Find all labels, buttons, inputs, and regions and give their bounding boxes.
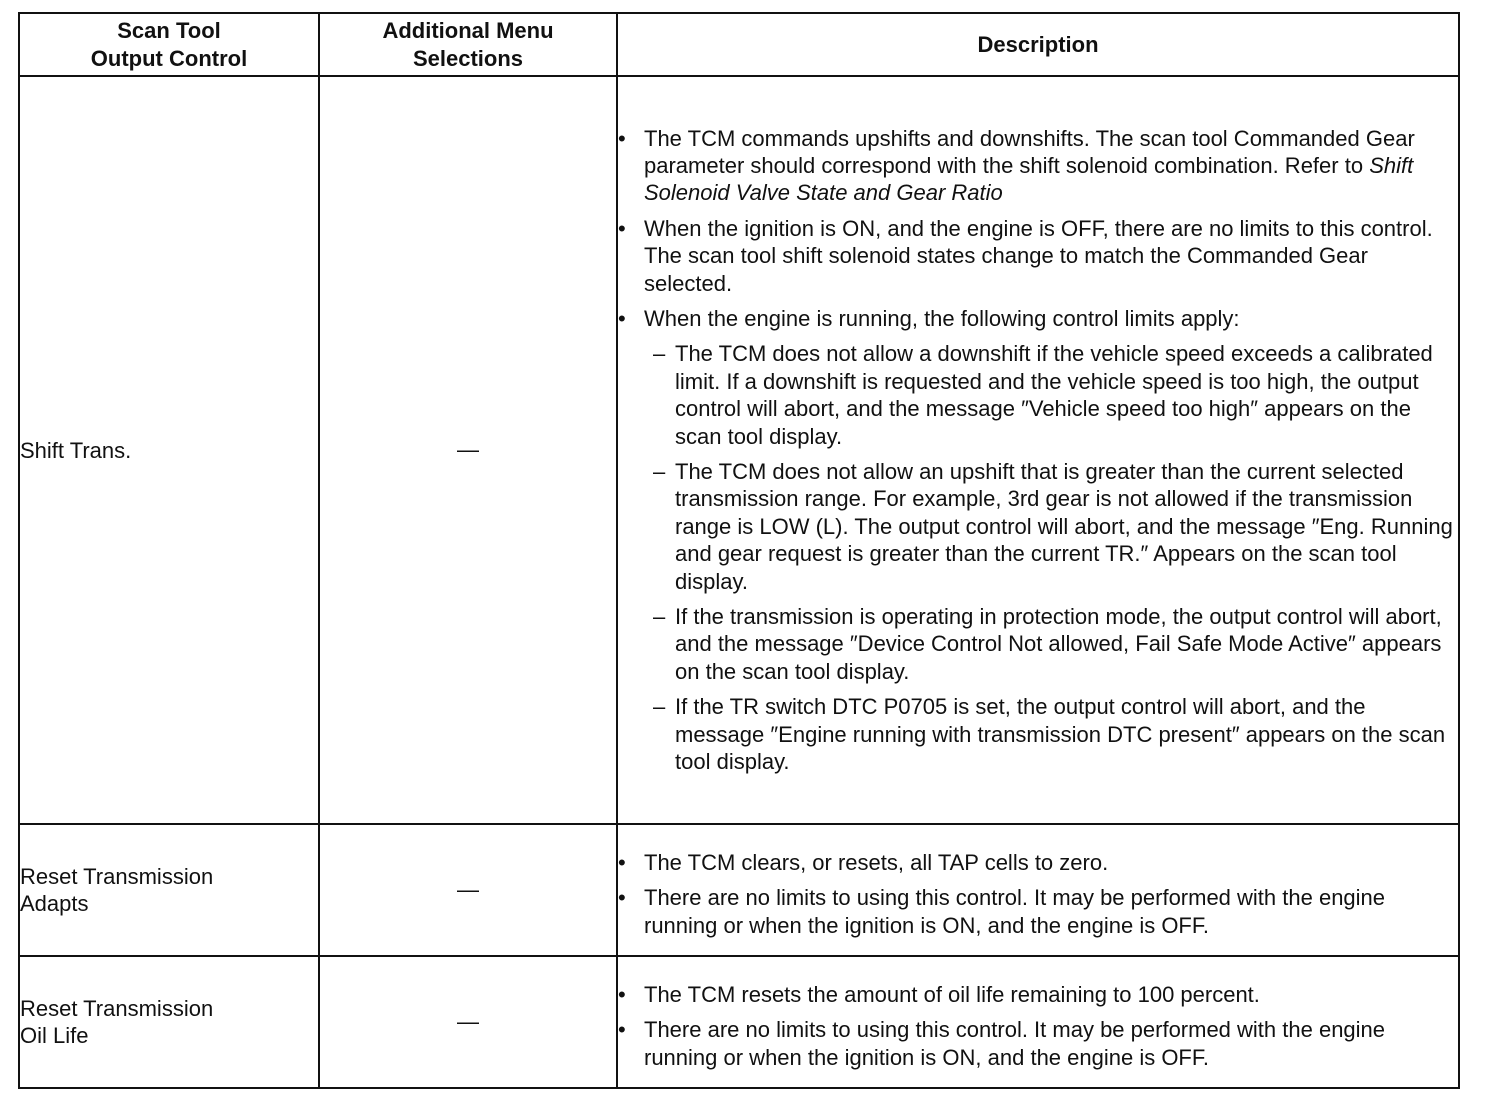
list-item-text: There are no limits to using this control. It may be performed with the engine running or when the ignition is ON, and the engine is OFF. — [644, 885, 1386, 938]
menu-selection: — — [457, 437, 479, 462]
header-additional-menu-selections — [319, 13, 617, 76]
bullet-icon: • — [618, 849, 626, 875]
header-col1-line1: Scan Tool — [117, 17, 221, 43]
list-item-text: The TCM clears, or resets, all TAP cells to zero. — [644, 849, 1109, 875]
list-item — [618, 981, 1458, 1008]
control-name-line2: Oil Life — [20, 1023, 89, 1048]
sub-list-item-text: If the transmission is operating in protection mode, the output control will abort, and the message ″Device Control Not allowed, Fail Safe Mode Active″ appears on the scan tool display. — [675, 604, 1442, 684]
header-col1-line2: Output Control — [90, 45, 248, 71]
list-item-text: When the engine is running, the following control limits apply: — [644, 305, 1240, 331]
bullet-icon: • — [618, 885, 626, 911]
output-control-table — [18, 12, 1460, 1089]
sub-list-item — [649, 340, 1458, 450]
table-row-reset-oil-life — [19, 956, 1459, 1088]
sub-list-item-text: If the TR switch DTC P0705 is set, the output control will abort, and the message ″Engine running with transmission DTC present″ appears on the scan tool display. — [675, 694, 1446, 775]
dash-icon: – — [653, 341, 666, 367]
description-cell — [617, 824, 1459, 956]
menu-cell — [319, 76, 617, 824]
dash-icon: – — [653, 604, 666, 630]
control-name-line2: Adapts — [20, 891, 89, 916]
control-cell — [19, 956, 319, 1088]
list-item — [618, 884, 1458, 939]
sub-list-item — [649, 458, 1458, 595]
control-name: Shift Trans. — [20, 437, 132, 463]
list-item-text: There are no limits to using this control. It may be performed with the engine running or when the ignition is ON, and the engine is OFF. — [644, 1017, 1386, 1070]
header-scan-tool-output-control — [19, 13, 319, 76]
control-name-line1: Reset Transmission — [20, 864, 214, 889]
reference-title: Shift Solenoid Valve State and Gear Ratio — [644, 152, 1414, 206]
list-item-text: When the ignition is ON, and the engine is OFF, there are no limits to this control. The scan tool shift solenoid states change to match the Commanded Gear selected. — [644, 215, 1433, 296]
description-list — [618, 125, 1458, 776]
sub-list-item — [649, 603, 1458, 685]
bullet-icon: • — [618, 981, 626, 1007]
bullet-icon: • — [618, 125, 626, 151]
menu-selection: — — [457, 1009, 479, 1034]
dash-icon: – — [653, 459, 666, 484]
list-item — [618, 849, 1458, 876]
bullet-icon: • — [618, 1017, 626, 1043]
bullet-icon: • — [618, 305, 626, 331]
menu-cell — [319, 956, 617, 1088]
header-col3: Description — [977, 31, 1099, 57]
sub-list-item — [649, 693, 1458, 775]
sub-list-item-text: The TCM does not allow a downshift if the vehicle speed exceeds a calibrated limit. If a downshift is requested and the vehicle speed is too high, the output control will abort, and the message ″Vehicle speed too high″ appears on the scan tool display. — [675, 341, 1433, 449]
menu-cell — [319, 824, 617, 956]
sub-list-item-text: The TCM does not allow an upshift that is greater than the current selected transmission range. For example, 3rd gear is not allowed if the transmission range is LOW (L). The output control will abort, and the message ″Eng. Running and gear request is greater than the current TR.″ Appears on the scan tool display. — [675, 459, 1453, 594]
description-list — [618, 849, 1458, 939]
dash-icon: – — [653, 694, 666, 720]
table-row-reset-adapts — [19, 824, 1459, 956]
control-cell — [19, 76, 319, 824]
table-row-shift-trans — [19, 76, 1459, 824]
list-item-text: The TCM resets the amount of oil life remaining to 100 percent. — [644, 981, 1260, 1007]
list-item — [618, 305, 1458, 776]
description-cell — [617, 956, 1459, 1088]
list-item — [618, 1016, 1458, 1071]
header-col2-line2: Selections — [412, 45, 524, 71]
description-list — [618, 981, 1458, 1071]
list-item — [618, 125, 1458, 207]
sub-list — [644, 340, 1458, 775]
header-description — [617, 13, 1459, 76]
control-name-line1: Reset Transmission — [20, 996, 214, 1021]
control-cell — [19, 824, 319, 956]
list-item-text: The TCM commands upshifts and downshifts. The scan tool Commanded Gear parameter should correspond with the shift solenoid combination. Refer to — [644, 125, 1415, 178]
table-header-row — [19, 13, 1459, 76]
description-cell — [617, 76, 1459, 824]
menu-selection: — — [457, 877, 479, 902]
bullet-icon: • — [618, 215, 626, 241]
header-col2-line1: Additional Menu — [382, 17, 554, 43]
list-item — [618, 215, 1458, 297]
